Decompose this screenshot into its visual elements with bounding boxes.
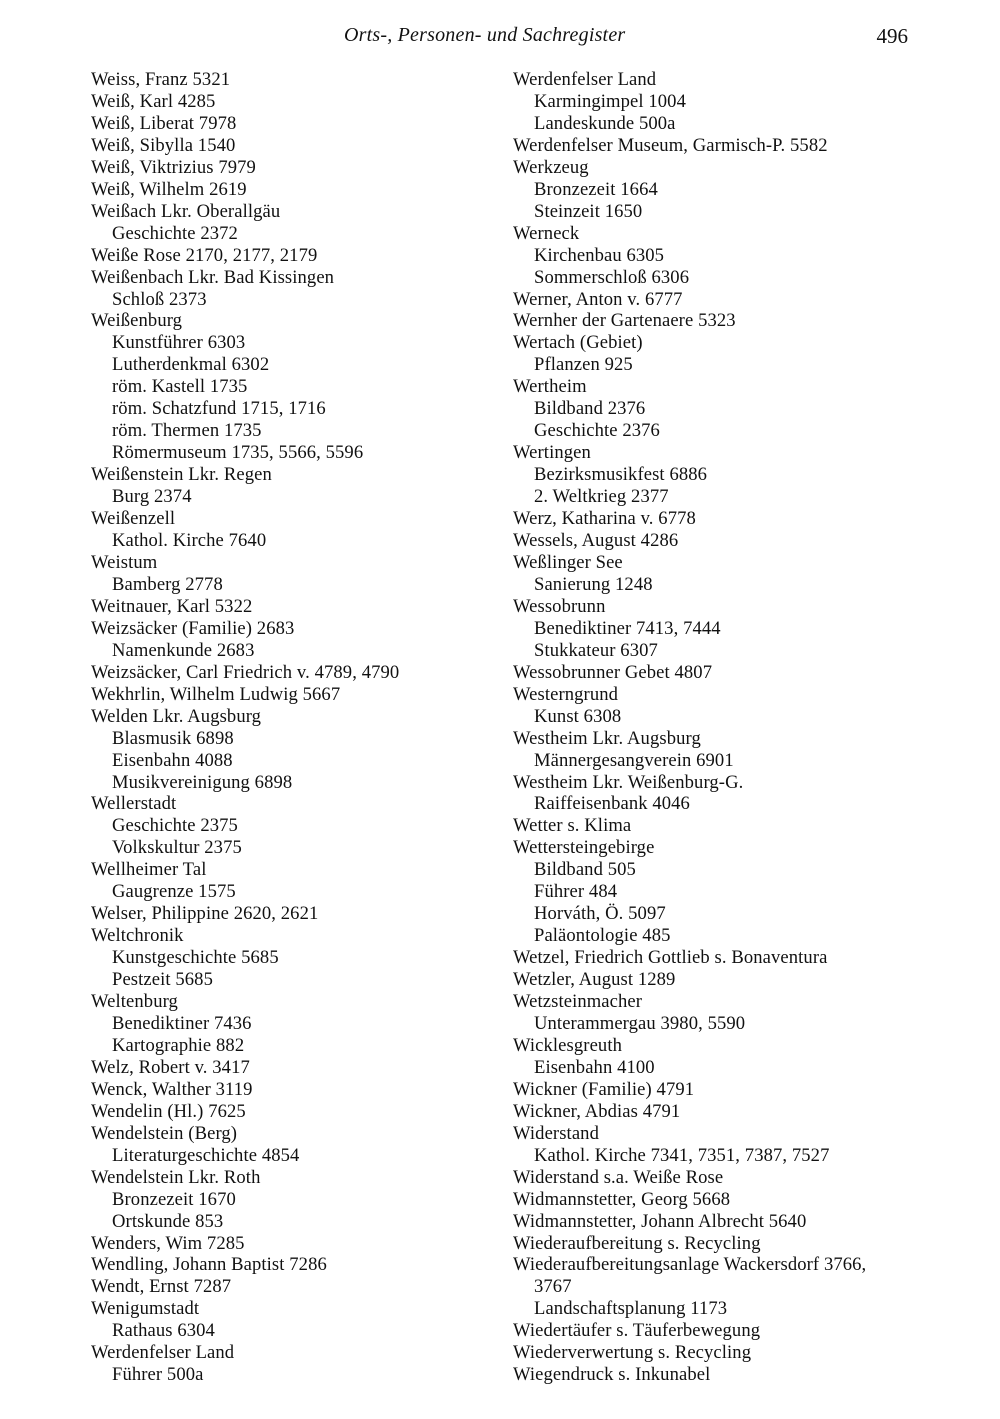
index-subentry: Unterammergau 3980, 5590 — [534, 1012, 746, 1034]
index-entry: Weißenstein Lkr. Regen — [91, 464, 272, 486]
index-subentry: Kunstführer 6303 — [112, 332, 246, 354]
index-entry: Wiederaufbereitungsanlage Wackersdorf 3766, — [513, 1254, 867, 1276]
index-entry: Wertheim — [513, 376, 587, 398]
index-entry: Weltchronik — [91, 925, 184, 947]
index-subentry: Paläontologie 485 — [534, 925, 671, 947]
index-entry: Weißenzell — [91, 508, 176, 530]
index-subentry: Namenkunde 2683 — [112, 639, 255, 661]
index-entry: Weßlinger See — [513, 551, 623, 573]
index-entry: Wickner, Abdias 4791 — [513, 1100, 681, 1122]
index-subentry: Kunstgeschichte 5685 — [112, 947, 279, 969]
index-entry: Westerngrund — [513, 683, 619, 705]
index-entry: Welz, Robert v. 3417 — [91, 1056, 250, 1078]
index-entry: Widerstand s.a. Weiße Rose — [513, 1166, 724, 1188]
index-entry: Weiß, Liberat 7978 — [91, 112, 237, 134]
index-entry: Wetzler, August 1289 — [513, 969, 676, 991]
index-subentry: 3767 — [534, 1276, 572, 1298]
index-entry: Welden Lkr. Augsburg — [91, 705, 262, 727]
index-entry: Werdenfelser Land — [513, 69, 657, 90]
index-column-left — [91, 69, 491, 1386]
index-entry: Werkzeug — [513, 156, 589, 178]
index-entry: Wiederaufbereitung s. Recycling — [513, 1232, 761, 1254]
index-subentry: Pestzeit 5685 — [112, 969, 213, 991]
index-entry: Weißenburg — [91, 310, 183, 332]
index-entry: Weizsäcker (Familie) 2683 — [91, 617, 295, 639]
index-subentry: Benediktiner 7413, 7444 — [534, 617, 721, 639]
index-subentry: Rathaus 6304 — [112, 1320, 215, 1342]
index-entry: Widmannstetter, Georg 5668 — [513, 1188, 731, 1210]
index-entry: Wenck, Walther 3119 — [91, 1078, 253, 1100]
index-entry: Wenders, Wim 7285 — [91, 1232, 245, 1254]
index-entry: Wettersteingebirge — [513, 837, 655, 859]
index-entry: Werz, Katharina v. 6778 — [513, 508, 696, 530]
index-entry: Werner, Anton v. 6777 — [513, 288, 683, 310]
index-entry: Wernher der Gartenaere 5323 — [513, 310, 736, 332]
index-entry: Weitnauer, Karl 5322 — [91, 595, 253, 617]
index-subentry: Raiffeisenbank 4046 — [534, 793, 690, 815]
index-entry: Wiedertäufer s. Täuferbewegung — [513, 1320, 761, 1342]
index-subentry: Bamberg 2778 — [112, 573, 223, 595]
index-entry: Wertingen — [513, 442, 591, 464]
index-subentry: Führer 484 — [534, 881, 618, 903]
index-entry: Wiederverwertung s. Recycling — [513, 1342, 752, 1364]
index-subentry: Kathol. Kirche 7640 — [112, 530, 267, 552]
index-subentry: Geschichte 2375 — [112, 815, 238, 837]
index-subentry: Horváth, Ö. 5097 — [534, 903, 666, 925]
index-entry: Weißach Lkr. Oberallgäu — [91, 200, 281, 222]
index-subentry: Geschichte 2372 — [112, 222, 238, 244]
index-subentry: Eisenbahn 4100 — [534, 1056, 655, 1078]
index-entry: Westheim Lkr. Augsburg — [513, 727, 701, 749]
index-subentry: Geschichte 2376 — [534, 420, 660, 442]
index-subentry: Gaugrenze 1575 — [112, 881, 236, 903]
index-entry: Wessobrunner Gebet 4807 — [513, 661, 713, 683]
index-entry: Werdenfelser Museum, Garmisch-P. 5582 — [513, 134, 828, 156]
index-subentry: Männergesangverein 6901 — [534, 749, 734, 771]
index-entry: Widerstand — [513, 1122, 599, 1144]
index-entry: Wickner (Familie) 4791 — [513, 1078, 695, 1100]
index-entry: Weiß, Sibylla 1540 — [91, 134, 236, 156]
index-subentry: Benediktiner 7436 — [112, 1012, 252, 1034]
index-entry: Wendt, Ernst 7287 — [91, 1276, 232, 1298]
index-entry: Wetzel, Friedrich Gottlieb s. Bonaventura — [513, 947, 828, 969]
index-entry: Weiß, Viktrizius 7979 — [91, 156, 256, 178]
index-subentry: Ortskunde 853 — [112, 1210, 224, 1232]
index-subentry: Blasmusik 6898 — [112, 727, 234, 749]
index-entry: Wertach (Gebiet) — [513, 332, 643, 354]
index-entry: Wiegendruck s. Inkunabel — [513, 1364, 711, 1386]
index-entry: Wetzsteinmacher — [513, 991, 643, 1013]
index-entry: Wendelstein Lkr. Roth — [91, 1166, 261, 1188]
index-column-right — [513, 69, 933, 1386]
index-subentry: Pflanzen 925 — [534, 354, 633, 376]
index-entry: Wendelin (Hl.) 7625 — [91, 1100, 246, 1122]
index-entry: Weiß, Wilhelm 2619 — [91, 178, 247, 200]
index-entry: Weiß, Karl 4285 — [91, 90, 216, 112]
index-subentry: Römermuseum 1735, 5566, 5596 — [112, 442, 364, 464]
index-entry: Weiss, Franz 5321 — [91, 69, 231, 90]
index-subentry: Burg 2374 — [112, 486, 192, 508]
index-subentry: Musikvereinigung 6898 — [112, 771, 293, 793]
index-entry: Wenigumstadt — [91, 1298, 200, 1320]
index-subentry: Literaturgeschichte 4854 — [112, 1144, 300, 1166]
index-subentry: Bildband 505 — [534, 859, 636, 881]
index-entry: Werdenfelser Land — [91, 1342, 235, 1364]
index-subentry: Bronzezeit 1670 — [112, 1188, 236, 1210]
index-entry: Welser, Philippine 2620, 2621 — [91, 903, 319, 925]
index-subentry: Kathol. Kirche 7341, 7351, 7387, 7527 — [534, 1144, 830, 1166]
index-subentry: Kirchenbau 6305 — [534, 244, 665, 266]
index-subentry: Bronzezeit 1664 — [534, 178, 658, 200]
index-subentry: Führer 500a — [112, 1364, 204, 1386]
index-entry: Widmannstetter, Johann Albrecht 5640 — [513, 1210, 807, 1232]
index-entry: Weltenburg — [91, 991, 178, 1013]
index-subentry: Lutherdenkmal 6302 — [112, 354, 270, 376]
index-subentry: 2. Weltkrieg 2377 — [534, 486, 669, 508]
index-entry: Weiße Rose 2170, 2177, 2179 — [91, 244, 318, 266]
index-subentry: Landeskunde 500a — [534, 112, 676, 134]
index-entry: Wicklesgreuth — [513, 1034, 622, 1056]
index-entry: Wellheimer Tal — [91, 859, 207, 881]
index-entry: Wellerstadt — [91, 793, 177, 815]
index-subentry: Sanierung 1248 — [534, 573, 653, 595]
index-subentry: Bezirksmusikfest 6886 — [534, 464, 708, 486]
index-subentry: Schloß 2373 — [112, 288, 207, 310]
page-header-title: Orts-, Personen- und Sachregister — [344, 24, 626, 46]
index-subentry: röm. Kastell 1735 — [112, 376, 248, 398]
index-entry: Wessels, August 4286 — [513, 530, 679, 552]
index-subentry: Steinzeit 1650 — [534, 200, 643, 222]
index-subentry: Volkskultur 2375 — [112, 837, 242, 859]
index-entry: Wetter s. Klima — [513, 815, 632, 837]
index-subentry: röm. Schatzfund 1715, 1716 — [112, 398, 326, 420]
index-entry: Werneck — [513, 222, 580, 244]
index-entry: Wessobrunn — [513, 595, 606, 617]
index-entry: Weistum — [91, 551, 158, 573]
index-subentry: Bildband 2376 — [534, 398, 646, 420]
index-entry: Weißenbach Lkr. Bad Kissingen — [91, 266, 335, 288]
index-subentry: Kunst 6308 — [534, 705, 622, 727]
index-entry: Wekhrlin, Wilhelm Ludwig 5667 — [91, 683, 341, 705]
index-entry: Westheim Lkr. Weißenburg-G. — [513, 771, 744, 793]
index-subentry: Landschaftsplanung 1173 — [534, 1298, 728, 1320]
index-subentry: Stukkateur 6307 — [534, 639, 658, 661]
page-number: 496 — [876, 24, 908, 48]
index-entry: Wendelstein (Berg) — [91, 1122, 238, 1144]
index-entry: Wendling, Johann Baptist 7286 — [91, 1254, 327, 1276]
index-subentry: röm. Thermen 1735 — [112, 420, 262, 442]
index-entry: Weizsäcker, Carl Friedrich v. 4789, 4790 — [91, 661, 400, 683]
index-subentry: Eisenbahn 4088 — [112, 749, 233, 771]
index-subentry: Sommerschloß 6306 — [534, 266, 690, 288]
index-subentry: Kartographie 882 — [112, 1034, 245, 1056]
index-subentry: Karmingimpel 1004 — [534, 90, 686, 112]
